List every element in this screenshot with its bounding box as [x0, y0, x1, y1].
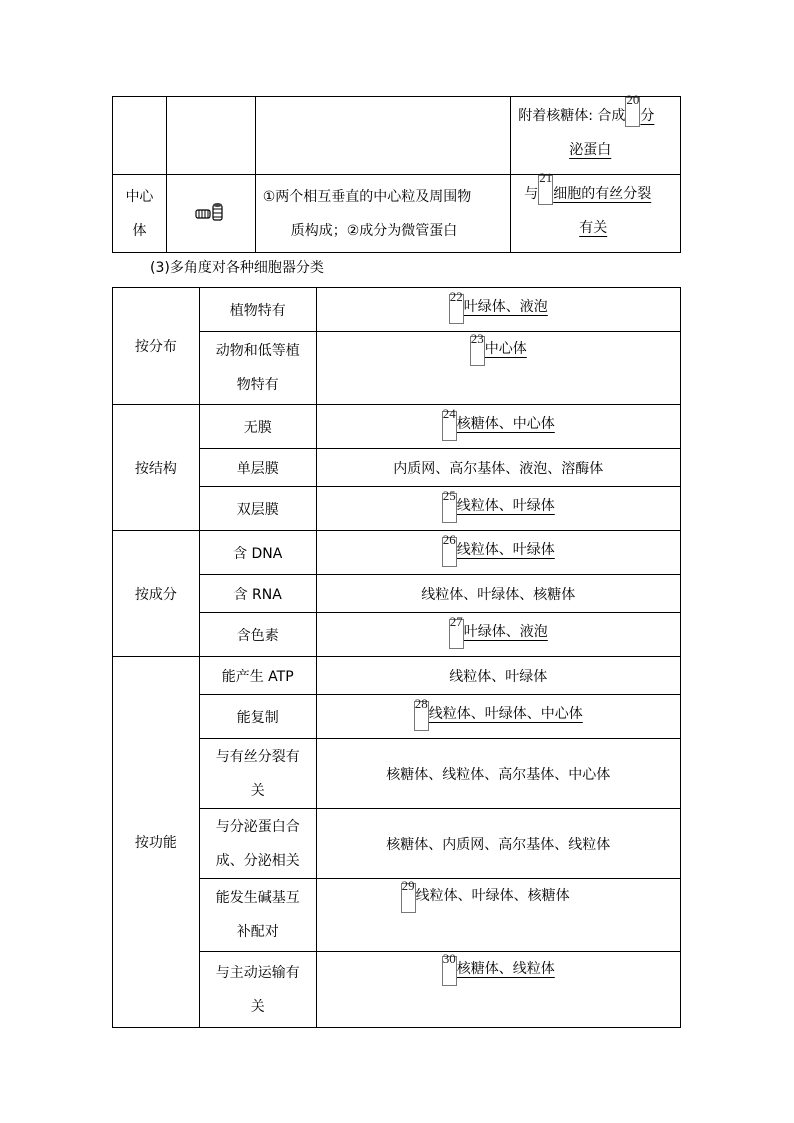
structure-text: ①两个相互垂直的中心粒及周围物 [262, 188, 472, 205]
table-row [113, 175, 681, 253]
content-cell [316, 952, 680, 1028]
answer-text: 泌蛋白 [569, 142, 612, 158]
answer-blank[interactable] [442, 405, 457, 441]
image-cell [166, 175, 255, 253]
table-cell [255, 97, 510, 175]
content-cell [316, 332, 680, 405]
answer-text: 叶绿体、液泡 [463, 298, 548, 315]
subcategory-text: 能发生碱基互 [215, 890, 300, 906]
organelle-name: 中心 [125, 188, 154, 205]
subcategory-cell: 无膜 [199, 405, 316, 449]
function-text: 附着核糖体: 合成 [518, 108, 626, 124]
function-cell [511, 170, 681, 253]
blank-number: 25 [442, 487, 456, 503]
subcategory-cell: 双层膜 [199, 487, 316, 531]
subcategory-text: 成、分泌相关 [215, 852, 300, 869]
table-cell [113, 97, 167, 175]
organelle-name: 体 [132, 222, 147, 239]
content-cell [316, 288, 680, 332]
organelle-table [112, 92, 681, 253]
answer-blank[interactable] [442, 487, 457, 523]
table-row [113, 531, 681, 575]
answer-text: 核糖体、中心体 [456, 415, 555, 432]
category-cell: 按成分 [113, 531, 200, 657]
answer-blank[interactable] [625, 92, 640, 127]
subcategory-text: 物特有 [236, 377, 279, 393]
function-text: 与 [524, 186, 539, 202]
blank-number: 23 [470, 331, 484, 346]
subcategory-text: 与有丝分裂有 [215, 748, 300, 765]
subcategory-cell [199, 809, 316, 879]
category-cell: 按分布 [113, 288, 200, 405]
table-row [113, 405, 681, 449]
subcategory-cell: 能产生 ATP [199, 657, 316, 695]
answer-blank[interactable] [538, 170, 553, 205]
answer-text: 线粒体、叶绿体 [456, 541, 555, 558]
subcategory-cell: 单层膜 [199, 449, 316, 487]
blank-number: 20 [626, 92, 640, 107]
table-row [113, 288, 681, 332]
blank-number: 21 [539, 170, 553, 185]
subcategory-cell: 含 DNA [199, 531, 316, 575]
answer-text: 线粒体、叶绿体、核糖体 [415, 888, 570, 904]
answer-blank[interactable] [449, 613, 464, 649]
content-cell: 线粒体、叶绿体、核糖体 [316, 575, 680, 613]
blank-number: 22 [449, 288, 463, 304]
subcategory-cell: 能复制 [199, 695, 316, 739]
subcategory-text: 动物和低等植 [215, 343, 300, 359]
function-cell [511, 92, 681, 175]
classification-table [112, 287, 681, 1028]
subcategory-cell [199, 332, 316, 405]
answer-text: 分 [640, 108, 655, 124]
answer-blank[interactable] [442, 531, 457, 567]
table-row [113, 657, 681, 695]
content-cell [316, 531, 680, 575]
subcategory-cell: 含 RNA [199, 575, 316, 613]
answer-blank[interactable] [470, 331, 485, 366]
subcategory-text: 与主动运输有 [215, 964, 300, 981]
subcategory-text: 关 [250, 998, 265, 1015]
subcategory-text: 补配对 [236, 924, 279, 940]
section-caption: (3)多角度对各种细胞器分类 [150, 260, 324, 276]
answer-blank[interactable] [414, 695, 429, 731]
content-cell: 核糖体、线粒体、高尔基体、中心体 [316, 739, 680, 809]
answer-blank[interactable] [401, 878, 416, 913]
subcategory-cell [199, 879, 316, 952]
answer-text: 细胞的有丝分裂 [553, 186, 652, 202]
content-cell: 内质网、高尔基体、液泡、溶酶体 [316, 449, 680, 487]
subcategory-cell: 植物特有 [199, 288, 316, 332]
content-cell: 线粒体、叶绿体 [316, 657, 680, 695]
answer-text: 中心体 [484, 341, 527, 357]
answer-text: 线粒体、叶绿体、中心体 [428, 705, 583, 722]
structure-cell [255, 175, 510, 253]
content-cell [316, 487, 680, 531]
answer-text: 有关 [579, 220, 608, 236]
blank-number: 27 [449, 613, 463, 629]
answer-blank[interactable] [449, 288, 464, 324]
content-cell: 核糖体、内质网、高尔基体、线粒体 [316, 809, 680, 879]
table-cell [166, 97, 255, 175]
structure-text: 质构成；②成分为微管蛋白 [290, 222, 458, 239]
content-cell [316, 613, 680, 657]
subcategory-cell [199, 952, 316, 1028]
organelle-name-cell [113, 175, 167, 253]
content-cell [316, 695, 680, 739]
answer-text: 叶绿体、液泡 [463, 623, 548, 640]
blank-number: 24 [442, 405, 456, 421]
answer-blank[interactable] [442, 951, 457, 986]
table-row [113, 97, 681, 175]
blank-number: 30 [442, 951, 456, 966]
blank-number: 29 [401, 878, 415, 893]
centriole-icon [195, 202, 227, 222]
content-cell [316, 405, 680, 449]
blank-number: 28 [414, 695, 428, 711]
category-cell: 按结构 [113, 405, 200, 531]
subcategory-cell [199, 739, 316, 809]
subcategory-cell: 含色素 [199, 613, 316, 657]
subcategory-text: 与分泌蛋白合 [215, 818, 300, 835]
subcategory-text: 关 [250, 782, 265, 799]
answer-text: 核糖体、线粒体 [456, 961, 555, 977]
blank-number: 26 [442, 531, 456, 547]
content-cell [316, 879, 680, 952]
answer-text: 线粒体、叶绿体 [456, 497, 555, 514]
category-cell: 按功能 [113, 657, 200, 1028]
